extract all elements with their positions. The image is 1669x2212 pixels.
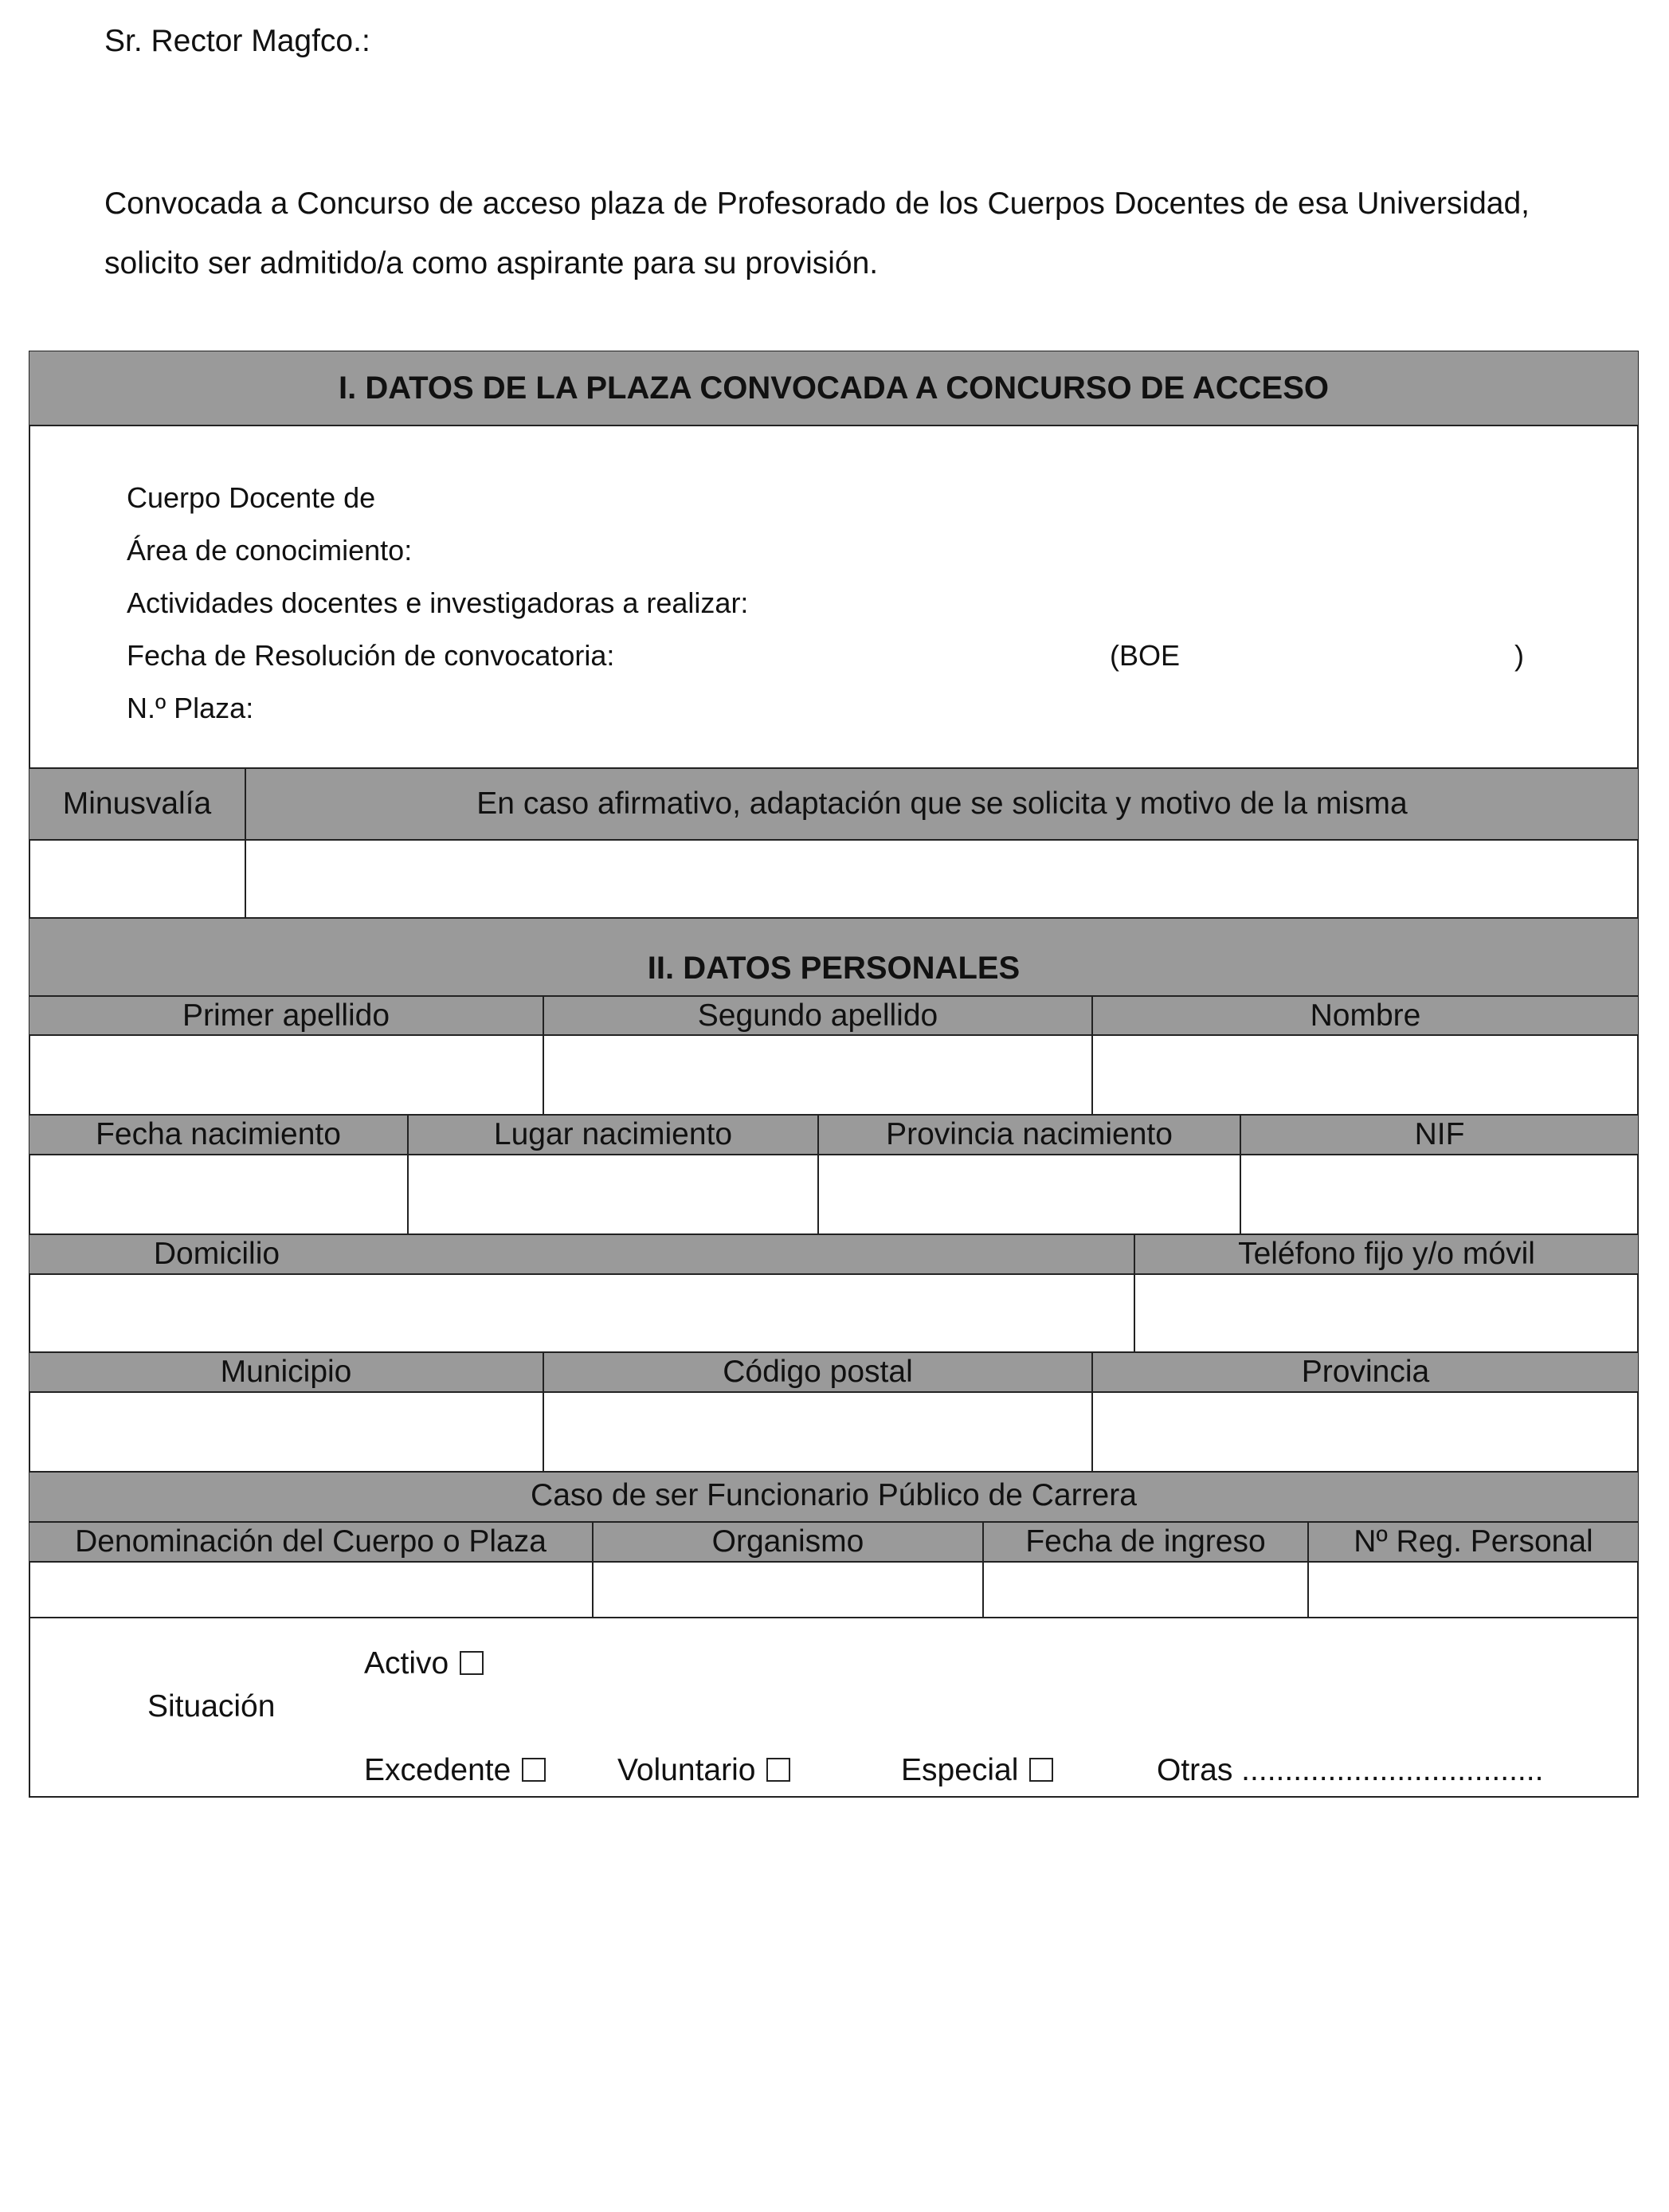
checkbox-voluntario[interactable] — [766, 1758, 790, 1782]
label-denominacion: Denominación del Cuerpo o Plaza — [75, 1524, 547, 1559]
checkbox-activo[interactable] — [460, 1651, 484, 1675]
input-primer-apellido[interactable] — [29, 1036, 543, 1114]
field-fecha-resolucion: Fecha de Resolución de convocatoria: — [127, 639, 615, 672]
input-nif[interactable] — [1241, 1155, 1638, 1233]
label-provincia: Provincia — [1301, 1355, 1430, 1389]
option-otras[interactable]: Otras ................................... — [1157, 1753, 1544, 1787]
section1-title: I. DATOS DE LA PLAZA CONVOCADA A CONCURSO DE ACCESO — [338, 371, 1329, 406]
input-fecha-nacimiento[interactable] — [29, 1155, 407, 1233]
field-cuerpo-docente: Cuerpo Docente de — [127, 481, 376, 514]
option-especial[interactable] — [901, 1751, 1053, 1790]
field-numero-plaza: N.º Plaza: — [127, 692, 254, 724]
label-domicilio: Domicilio — [153, 1237, 280, 1271]
label-nif: NIF — [1414, 1117, 1465, 1151]
label-adaptacion: En caso afirmativo, adaptación que se solicita y motivo de la misma — [476, 786, 1408, 821]
input-domicilio[interactable] — [29, 1275, 1134, 1351]
input-reg-personal[interactable] — [1309, 1563, 1638, 1617]
section2-header — [29, 919, 1638, 995]
input-minusvalia[interactable] — [29, 841, 245, 917]
option-excedente[interactable] — [364, 1751, 546, 1790]
label-organismo: Organismo — [711, 1524, 864, 1559]
field-actividades: Actividades docentes e investigadoras a realizar: — [127, 586, 749, 619]
input-organismo[interactable] — [594, 1563, 982, 1617]
section1-header — [29, 351, 1638, 425]
label-minusvalia: Minusvalía — [62, 786, 212, 821]
label-primer-apellido: Primer apellido — [182, 998, 390, 1033]
input-lugar-nacimiento[interactable] — [409, 1155, 817, 1233]
field-boe-close: ) — [1514, 639, 1524, 672]
input-municipio[interactable] — [29, 1393, 543, 1471]
option-activo-label: Activo — [364, 1646, 449, 1681]
salutation: Sr. Rector Magfco.: — [104, 24, 370, 58]
field-area-conocimiento: Área de conocimiento: — [127, 534, 413, 567]
label-lugar-nacimiento: Lugar nacimiento — [493, 1117, 733, 1151]
checkbox-especial[interactable] — [1029, 1758, 1053, 1782]
input-telefono[interactable] — [1135, 1275, 1638, 1351]
option-voluntario[interactable] — [617, 1751, 790, 1790]
checkbox-excedente[interactable] — [522, 1758, 546, 1782]
option-especial-label: Especial — [901, 1753, 1019, 1787]
input-fecha-ingreso[interactable] — [984, 1563, 1307, 1617]
input-codigo-postal[interactable] — [544, 1393, 1091, 1471]
input-adaptacion[interactable] — [246, 841, 1638, 917]
intro-paragraph: Convocada a Concurso de acceso plaza de Profesorado de los Cuerpos Docentes de esa Universidad, solicito ser admitido/a como aspirante para su provisión. — [104, 186, 1530, 280]
label-fecha-nacimiento: Fecha nacimiento — [96, 1117, 341, 1151]
option-activo[interactable] — [364, 1645, 484, 1683]
input-denominacion[interactable] — [29, 1563, 592, 1617]
field-boe-open: (BOE — [1110, 639, 1181, 672]
label-telefono: Teléfono fijo y/o móvil — [1238, 1237, 1535, 1271]
label-nombre: Nombre — [1310, 998, 1421, 1033]
label-fecha-ingreso: Fecha de ingreso — [1025, 1524, 1266, 1559]
option-excedente-label: Excedente — [364, 1753, 511, 1787]
input-provincia-nacimiento[interactable] — [819, 1155, 1240, 1233]
label-municipio: Municipio — [220, 1355, 352, 1389]
input-segundo-apellido[interactable] — [544, 1036, 1091, 1114]
section2-title: II. DATOS PERSONALES — [647, 951, 1021, 986]
label-codigo-postal: Código postal — [723, 1355, 913, 1389]
label-funcionario: Caso de ser Funcionario Público de Carrera — [531, 1478, 1137, 1512]
label-segundo-apellido: Segundo apellido — [697, 998, 938, 1033]
label-situacion: Situación — [147, 1689, 276, 1724]
label-reg-personal: Nº Reg. Personal — [1354, 1524, 1593, 1559]
option-voluntario-label: Voluntario — [617, 1753, 756, 1787]
input-provincia[interactable] — [1093, 1393, 1638, 1471]
label-provincia-nacimiento: Provincia nacimiento — [886, 1117, 1173, 1151]
input-nombre[interactable] — [1093, 1036, 1638, 1114]
